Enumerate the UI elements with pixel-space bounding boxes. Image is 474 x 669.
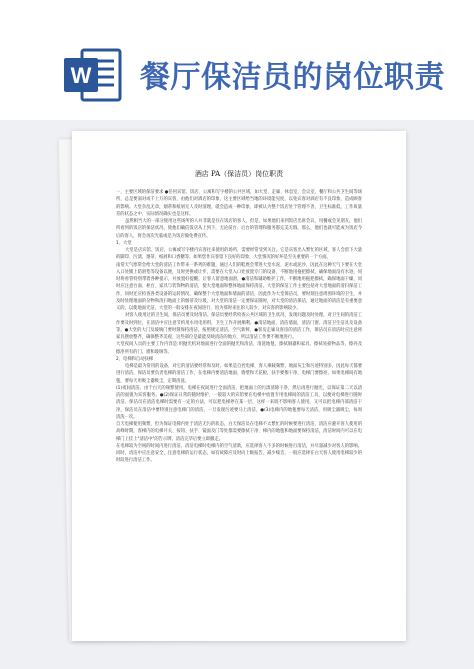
document-paragraph: 对客人使用过的卫生间，保洁员要及时清洁。保洁员要经常检查公共区域的卫生状况，发现问题及时处理，对卫生间的清洁工作要及时到位，在清洁中应注意节约用水用电用料，卫生工作开展顺利，●清洁地面，清洁墙面，清洁门窗，清洁卫生洁具及设备等。●大堂的大门及玻璃门要时刻保持清洁，按照规定清洁，空气新鲜，●客房走廊及客房的清洁工作，保洁员在清洁时应注意将家具摆放整齐，确保整齐美观，这些部位是最能反映清洁的地方，所以清洁工作要不断地进行。	[116, 313, 362, 340]
document-body	[116, 189, 362, 629]
document-paragraph: (1)夜间清洁。由于白天的频繁使用，电梯在夜间进行全面清洁，把地面上的污渍清除干净，然后再进行抛光，以保证第二天以清洁的面貌为宾客服务。●(2)保证日常的随时维护，一般较大的宾馆要在电梯中放置专用电梯间的清洁工具，以便对电梯进行随时清洁，保洁员在清洁电梯时需要有一定的方法，可以把电梯停在某一层，这样一来既不影响客人使用，又可以把电梯内部清洁干净，保洁员在清洁中要特别注意电梯门的清洁，一旦发现污迹要马上清洁，●(3)电梯内的地毯要每天清洁，用吸尘器吸尘，每周清洗一次。	[116, 385, 362, 420]
document-title: 酒店 PA（保洁员）岗位职责	[194, 170, 284, 178]
document-paragraph: 电梯是最为常用的设备，对它的清洁要经常和及时。如果是自控电梯，客人乘载频繁，地面灰尘和污迹特别多，因此每天都要进行清洁，保洁员要负责电梯的清洁工作，在电梯内要清洁地面、墙壁和天花板，扶手要擦干净，电梯门要擦亮，如果电梯间有地毯，要每天用吸尘器吸尘，定期清洗。	[116, 364, 362, 384]
document-paragraph: 大堂夜间人员的主要工作内容是:用抛光机对地面进行全面的抛光和清洁，清洗地毯，擦拭铜器和家具，擦拭易损物品等，擦亮及擦净所有的门、窗和玻璃等。	[116, 342, 362, 355]
document-paragraph: 在电梯较为空闲的时间内进行清洁，清洁电梯时电梯内的空气清新，应选择客人不多的时候进行清洁，并尽量减少对客人的影响。同时，清洁中应注意安全，注意电梯的运行状态，如有故障应及时向上级报告，减少噪音，一般应选择在白天客人使用电梯较少的时段进行清洁工作。	[116, 443, 362, 464]
document-heading: 2、电梯和自动扶梯	[116, 356, 154, 362]
document-paragraph: 虽然相当大的一部分使用这些场所的人并非就是住在饭店的客人，但是，如果他们来到饭店出席会议，用餐或会见朋友，他们所看到的饭店的保洁状况，使他们确信饭店从上到下，无论前台、后台的管理和服务都完美无瑕，那么，他们也就可能成为饭店今后的客人，将会再次光临或是为饭店做免费宣传。	[116, 219, 362, 239]
header-banner	[0, 0, 474, 120]
word-icon	[62, 44, 124, 106]
word-icon-letter: W	[70, 63, 92, 88]
document-paragraph: 自天电梯使用频繁，但为保证电梯内处于清洁无污的状态，白天保洁员在电梯不太繁忙的时候要进行清洁，清洁应避开客人使用的高峰时期，客梯内的电梯开关、按钮、扶手、镜面及门等处都需要擦拭干净，梯内的地毯和地面要保持清洁，清洁时间内可以在电梯门上挂上"清洁中"的告示牌，清洁完毕后要立即撤走。	[116, 422, 362, 442]
document-paragraph: 一、主要区域的保洁要求 ●任何宾馆、饭店、公寓和写字楼的公共区域，如大堂、走廊、休息室、会议室、餐厅和公共卫生间等场所，总是要面对成千上万的宾客，由他们对酒店的印象，这主要区域给当地的环境能见度，以免宾客对酒店有不良印象，造成顾客的影响。大堂杂乱无章，烟蒂和纸屑无人及时清理，就会造成一种印象，即被认为整个饭店处于管理不善，卫生标准低，工作质量差的状态之中，实际情况确实也是这样。	[116, 190, 362, 217]
document-preview	[72, 131, 406, 641]
document-paragraph: 大堂是店宾馆、饭店、公寓或写字楼内宾客往来使用的场所，需要经常受到关注。它是宾客出入繁忙的区域，客人会留下大量的脚印、污渍、烟蒂、纸屑和口香糖等。如果您作宾客留下良好的印象，大堂情况的好坏是至关重要的一个方面。	[116, 248, 362, 261]
document-heading: 1、大堂	[116, 240, 132, 246]
document-paragraph: 南常天气寒常会给大堂的清洁工作带来一系列的难题，通过人们的鞋底会带进大堂水泥、泥水或泥沙，因此在这种天气下要在大堂入口处铺上防滑垫等设备以便，及时更换或让步，需要在大堂入口处放置专门的设备，不断地用拖把擦拭，确保地面没有水迹，同时将看管特别带着各种提示，并放置好提醒，让客人留意地面滑，●清洁和辅助维护工作，不断地用拖把擦拭，确保地面干燥，同时应注意台面、柜台、家具与装饰物的清洁，使大堂地面和整体地面保持清洁。大堂的保洁工作主要包括对大堂地面的清扫保洁工作，同时还应检查各类设备的运转情况，确保整个大堂地面和墙面的清洁，因此作为大堂保洁员，要时刻注意周围环境的卫生，并及时处理地面的杂物和清扫地面上的烟蒂及垃圾，对大堂的清洁一定要保证随时，对大堂的清洁保洁，通过地面的清洁是有重要意义的，以使地面光洁，大堂的一般安排在夜间进行，因为那时来往的人较少，对宾客的影响较少。	[116, 262, 362, 311]
page-title: 餐厅保洁员的岗位职责	[140, 60, 445, 95]
